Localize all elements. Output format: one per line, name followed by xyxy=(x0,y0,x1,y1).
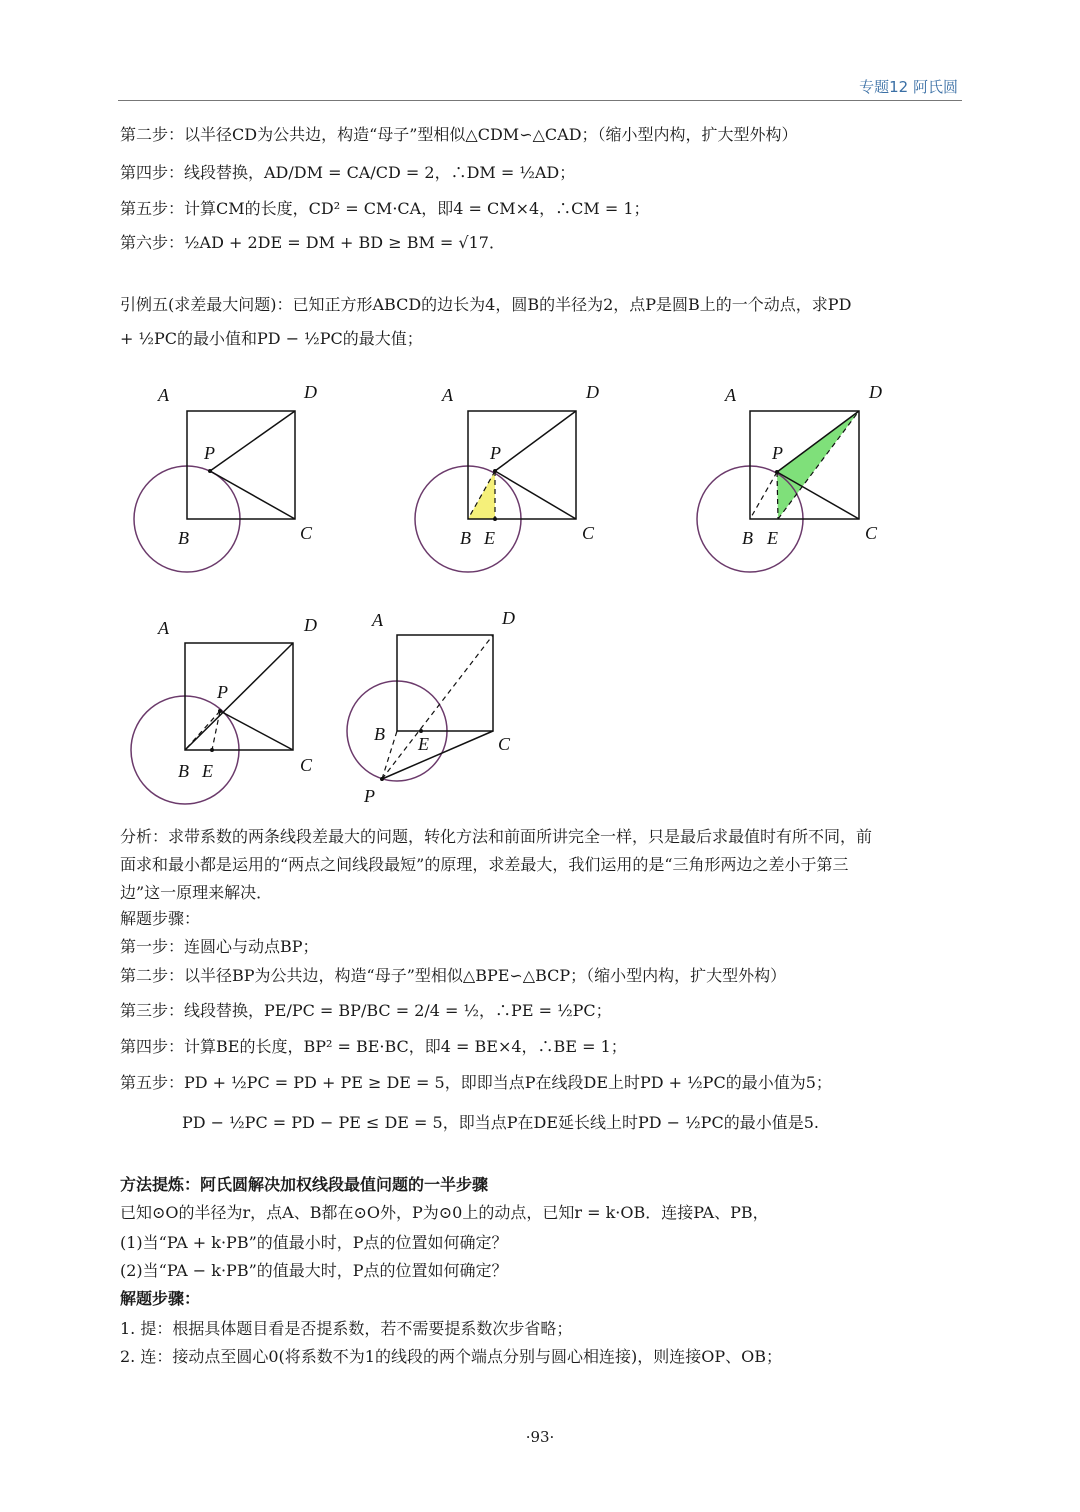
solution-steps-heading: 解题步骤： xyxy=(120,909,201,928)
figure-4 xyxy=(120,605,330,819)
figure-3 xyxy=(685,372,895,586)
step-2-bp: 第二步：以半径BP为公共边，构造“母子”型相似△BPE∽△BCP；（缩小型内构，扩大型外构） xyxy=(120,966,787,985)
label-e: E xyxy=(418,734,429,754)
label-c: C xyxy=(865,523,878,543)
method-question-2: (2)当“PA − k·PB”的值最大时，P点的位置如何确定？ xyxy=(120,1261,508,1280)
label-c: C xyxy=(498,734,511,754)
label-d: D xyxy=(304,382,317,402)
label-a: A xyxy=(372,610,383,630)
label-b: B xyxy=(178,761,189,781)
method-summary-heading: 方法提炼：阿氏圆解决加权线段最值问题的一半步骤 xyxy=(120,1175,489,1194)
figure-2 xyxy=(400,372,610,586)
label-p: P xyxy=(364,786,375,806)
analysis-line-1: 分析：求带系数的两条线段差最大的问题，转化方法和前面所讲完全一样，只是最后求最值时有所不同，前 xyxy=(120,827,873,846)
label-a: A xyxy=(158,385,169,405)
method-step-1: 1. 提：根据具体题目看是否提系数，若不需要提系数次步省略； xyxy=(120,1319,573,1338)
figure-5 xyxy=(340,600,530,814)
label-b: B xyxy=(742,528,753,548)
label-a: A xyxy=(442,385,453,405)
label-c: C xyxy=(582,523,595,543)
step-2-cd: 第二步：以半径CD为公共边，构造“母子”型相似△CDM∽△CAD；（缩小型内构，扩大型外构） xyxy=(120,125,798,144)
analysis-line-3: 边”这一原理来解决． xyxy=(120,883,273,902)
method-step-2: 2. 连：接动点至圆心0(将系数不为1的线段的两个端点分别与圆心相连接)，则连接OP、OB； xyxy=(120,1347,782,1366)
step-1-bp: 第一步：连圆心与动点BP； xyxy=(120,937,319,956)
label-d: D xyxy=(869,382,882,402)
label-p: P xyxy=(204,443,215,463)
label-e: E xyxy=(767,528,778,548)
step-5-min: 第五步：PD + ½PC = PD + PE ≥ DE = 5，即即当点P在线段DE上时PD + ½PC的最小值为5； xyxy=(120,1073,832,1092)
step-5-cm: 第五步：计算CM的长度，CD² = CM·CA，即4 = CM×4，∴CM = 1； xyxy=(120,199,650,218)
label-e: E xyxy=(484,528,495,548)
step-4-be: 第四步：计算BE的长度，BP² = BE·BC，即4 = BE×4，∴BE = 1； xyxy=(120,1037,627,1056)
label-p: P xyxy=(772,443,783,463)
label-c: C xyxy=(300,755,313,775)
label-e: E xyxy=(202,761,213,781)
method-steps-heading: 解题步骤： xyxy=(120,1289,201,1308)
step-4-replace: 第四步：线段替换，AD/DM = CA/CD = 2，∴DM = ½AD； xyxy=(120,163,576,182)
page-number: ·93· xyxy=(525,1428,555,1446)
analysis-line-2: 面求和最小都是运用的“两点之间线段最短”的原理，求差最大，我们运用的是“三角形两边之差小于第三 xyxy=(120,855,849,874)
example-5-title: 引例五(求差最大问题)：已知正方形ABCD的边长为4，圆B的半径为2，点P是圆B上的一个动点，求PD xyxy=(120,295,852,314)
method-question-1: (1)当“PA + k·PB”的值最小时，P点的位置如何确定？ xyxy=(120,1233,508,1252)
label-b: B xyxy=(374,724,385,744)
label-d: D xyxy=(586,382,599,402)
step-6-result: 第六步：½AD + 2DE = DM + BD ≥ BM = √17． xyxy=(120,233,505,252)
step-3-replace: 第三步：线段替换，PE/PC = BP/BC = 2/4 = ½，∴PE = ½PC； xyxy=(120,1001,612,1020)
header-rule xyxy=(118,100,962,101)
label-d: D xyxy=(502,608,515,628)
label-a: A xyxy=(725,385,736,405)
label-c: C xyxy=(300,523,313,543)
page-header: 专题12 阿氏圆 xyxy=(859,78,958,96)
method-given: 已知⊙O的半径为r，点A、B都在⊙O外，P为⊙0上的动点，已知r = k·OB．连接PA、PB， xyxy=(120,1203,769,1222)
figure-1 xyxy=(120,372,320,586)
label-a: A xyxy=(158,618,169,638)
label-p: P xyxy=(490,443,501,463)
example-5-cont: + ½PC的最小值和PD − ½PC的最大值； xyxy=(120,329,423,348)
label-b: B xyxy=(460,528,471,548)
label-p: P xyxy=(217,682,228,702)
step-5-max: PD − ½PC = PD − PE ≤ DE = 5，即当点P在DE延长线上时PD − ½PC的最小值是5. xyxy=(182,1113,819,1132)
label-d: D xyxy=(304,615,317,635)
label-b: B xyxy=(178,528,189,548)
